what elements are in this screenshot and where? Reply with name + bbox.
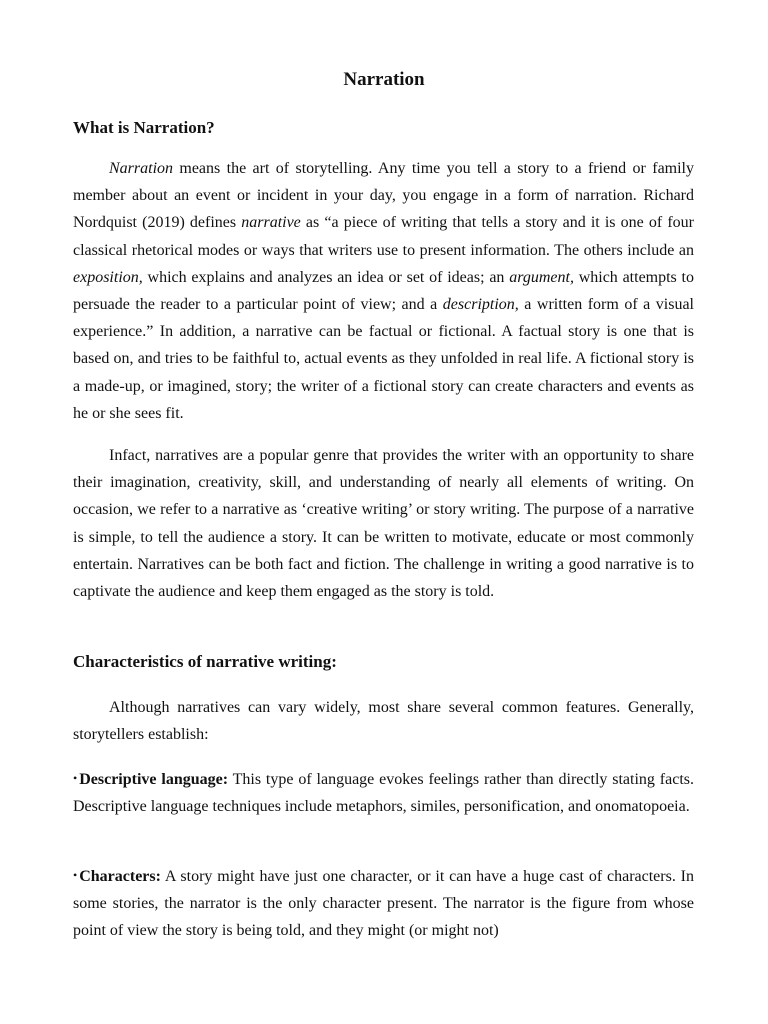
italic-term-narration: Narration — [109, 160, 174, 177]
page-title: Narration — [343, 69, 425, 90]
bullet-text: This type of language evokes feelings rather than directly stating facts. Descriptive language techniques include metaphors, similes, personification, and onomatopoeia. — [73, 771, 694, 816]
italic-term-argument: argument, — [509, 268, 574, 286]
bullet-term: Descriptive language: — [79, 771, 229, 788]
bullet-item-characters — [73, 862, 694, 945]
section-heading-what-is-narration: What is Narration? — [73, 118, 215, 137]
bullet-icon: • — [73, 771, 78, 785]
bullet-term: Characters: — [79, 868, 161, 885]
italic-term-exposition: exposition, — [73, 268, 143, 286]
italic-term-description: description, — [442, 296, 519, 314]
bullet-icon: • — [73, 868, 78, 882]
paragraph-characteristics-intro: Although narratives can vary widely, most share several common features. Generally, storytellers establish: — [73, 699, 694, 744]
italic-term-narrative: narrative — [241, 214, 301, 232]
section-heading-characteristics: Characteristics of narrative writing: — [73, 652, 337, 671]
paragraph-definition: Narration means the art of storytelling. Any time you tell a story to a friend or family member about an event or incident in your day, you engage in a form of narration. Richard Nordquist (2019) defines narrative as “a piece of writing that tells a story and it is one of four classical rhetorical modes or ways that writers use to present information. The others include an exposition, which explains and analyzes an idea or set of ideas; an argument, which attempts to persuade the reader to a particular point of view; and a description, a written form of a visual experience.” In addition, a narrative can be factual or fictional. A factual story is one that is based on, and tries to be faithful to, actual events as they unfolded in real life. A fictional story is a made-up, or imagined, story; the writer of a fictional story can create characters and events as he or she sees fit. — [73, 160, 695, 422]
bullet-text: A story might have just one character, or it can have a huge cast of characters. In some stories, the narrator is the only character present. The narrator is the figure from whose point of view the story is being told, and they might (or might not) — [73, 868, 694, 940]
paragraph-narrative-genre: Infact, narratives are a popular genre that provides the writer with an opportunity to share their imagination, creativity, skill, and understanding of nearly all elements of writing. On occasion, we refer to a narrative as ‘creative writing’ or story writing. The purpose of a narrative is simple, to tell the audience a story. It can be written to motivate, educate or most commonly entertain. Narratives can be both fact and fiction. The challenge in writing a good narrative is to captivate the audience and keep them engaged as the story is told. — [73, 447, 694, 601]
bullet-item-descriptive-language — [73, 765, 694, 820]
